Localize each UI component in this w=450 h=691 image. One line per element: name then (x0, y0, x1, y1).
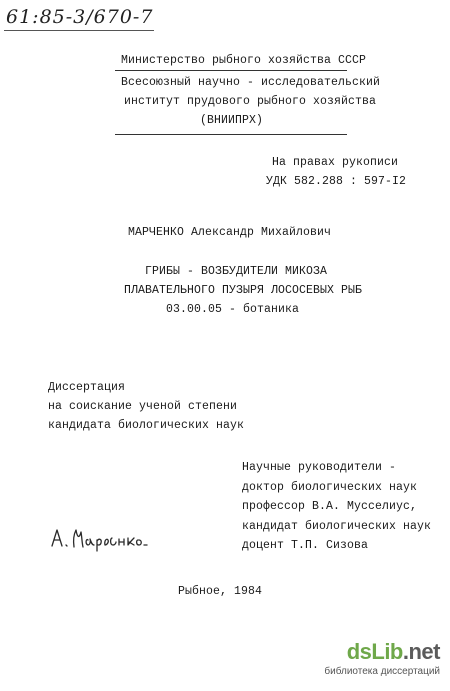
author-name: МАРЧЕНКО Александр Михайлович (128, 226, 332, 239)
supervisor-2-degree: кандидат биологических наук (242, 520, 432, 533)
header-bottom-rule (115, 134, 347, 135)
title-line-1: ГРИБЫ - ВОЗБУДИТЕЛИ МИКОЗА (145, 265, 328, 278)
title-line-2: ПЛАВАТЕЛЬНОГО ПУЗЫРЯ ЛОСОСЕВЫХ РЫБ (124, 284, 363, 297)
institute-abbreviation: (ВНИИПРХ) (200, 114, 264, 127)
dslib-tagline: библиотека диссертаций (324, 666, 440, 677)
dissertation-degree-line: на соискание ученой степени (48, 400, 238, 413)
dslib-watermark (322, 640, 440, 680)
dslib-logo: dsLib.net (346, 639, 440, 664)
manuscript-rights: На правах рукописи (272, 156, 399, 169)
institute-line-1: Всесоюзный научно - исследовательский (121, 76, 381, 89)
archive-code-underline (4, 30, 154, 31)
supervisor-1-degree: доктор биологических наук (242, 481, 418, 494)
ministry-underline (115, 70, 347, 71)
dissertation-label: Диссертация (48, 381, 126, 394)
author-signature (46, 518, 164, 558)
specialty-code: 03.00.05 - ботаника (166, 303, 300, 316)
supervisor-1-name: профессор В.А. Мусселиус, (242, 500, 418, 513)
institute-line-2: институт прудового рыбного хозяйства (124, 95, 377, 108)
place-and-year: Рыбное, 1984 (178, 585, 263, 598)
supervisor-2-name: доцент Т.П. Сизова (242, 539, 369, 552)
udk-code: УДК 582.288 : 597-I2 (266, 175, 407, 188)
supervisors-heading: Научные руководители - (242, 461, 397, 474)
archive-code: 61:85-3/670-7 (6, 6, 154, 28)
ministry-name: Министерство рыбного хозяйства СССР (121, 54, 367, 67)
dissertation-field-line: кандидата биологических наук (48, 419, 245, 432)
